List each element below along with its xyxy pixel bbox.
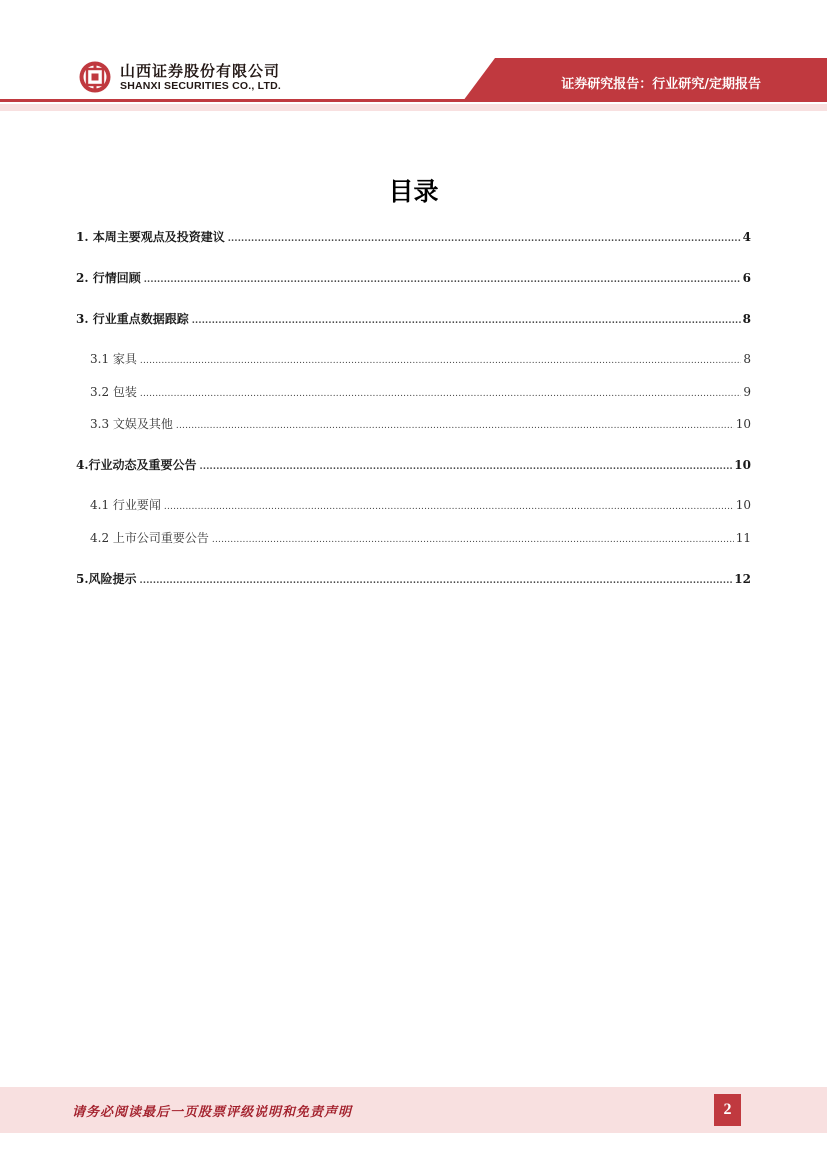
toc-dot-leader (212, 532, 734, 548)
toc-entry-page: 10 (735, 417, 751, 431)
company-logo-icon (78, 60, 112, 94)
toc-entry-4-1[interactable] (90, 497, 751, 515)
disclaimer-notice: 请务必阅读最后一页股票评级说明和免责声明 (72, 1105, 353, 1120)
toc-dot-leader (228, 231, 741, 247)
toc-entry-page: 10 (735, 498, 751, 512)
toc-dot-leader (200, 459, 733, 475)
toc-entry-page: 9 (743, 385, 751, 399)
toc-dot-leader (144, 272, 741, 288)
header-band (0, 0, 827, 112)
toc-entry-label: 5.风险提示 (76, 572, 137, 586)
page-footer (0, 1087, 827, 1133)
toc-entry-page: 4 (742, 230, 751, 244)
page-header (0, 0, 827, 112)
toc-entry-2[interactable] (76, 270, 751, 288)
toc-entry-label: 1. 本周主要观点及投资建议 (76, 230, 225, 244)
toc-dot-leader (140, 386, 741, 402)
toc-entry-label: 4.1 行业要闻 (90, 498, 161, 512)
toc-dot-leader (140, 573, 733, 589)
toc-dot-leader (164, 499, 734, 515)
toc-entry-page: 10 (734, 458, 751, 472)
toc-entry-page: 11 (735, 531, 751, 545)
toc-entry-page: 6 (742, 271, 751, 285)
toc-entry-1[interactable] (76, 229, 751, 247)
company-name-cn: 山西证券股份有限公司 (120, 62, 281, 80)
toc-title: 目录 (388, 177, 439, 206)
company-name-en: SHANXI SECURITIES CO., LTD. (120, 80, 281, 92)
toc-entry-3-3[interactable] (90, 416, 751, 434)
toc-entry-4-2[interactable] (90, 530, 751, 548)
toc-entry-page: 8 (742, 312, 751, 326)
toc-entry-3[interactable] (76, 311, 751, 329)
toc-entry-page: 8 (743, 352, 751, 366)
toc-entry-label: 4.行业动态及重要公告 (76, 458, 197, 472)
report-type-title: 证券研究报告：行业研究/定期报告 (561, 77, 761, 92)
toc-entry-3-2[interactable] (90, 384, 751, 402)
toc-dot-leader (140, 353, 741, 369)
page-number: 2 (714, 1094, 741, 1126)
toc-entry-3-1[interactable] (90, 351, 751, 369)
toc-entry-label: 4.2 上市公司重要公告 (90, 531, 209, 545)
toc-entry-4[interactable] (76, 457, 751, 475)
toc-dot-leader (192, 313, 741, 329)
toc-entry-label: 2. 行情回顾 (76, 271, 141, 285)
toc-entry-label: 3. 行业重点数据跟踪 (76, 312, 189, 326)
toc-entry-5[interactable] (76, 571, 751, 589)
toc-dot-leader (176, 418, 734, 434)
toc-entry-label: 3.2 包装 (90, 385, 137, 399)
toc-entry-page: 12 (734, 572, 751, 586)
toc-entry-label: 3.1 家具 (90, 352, 137, 366)
toc-entry-label: 3.3 文娱及其他 (90, 417, 173, 431)
